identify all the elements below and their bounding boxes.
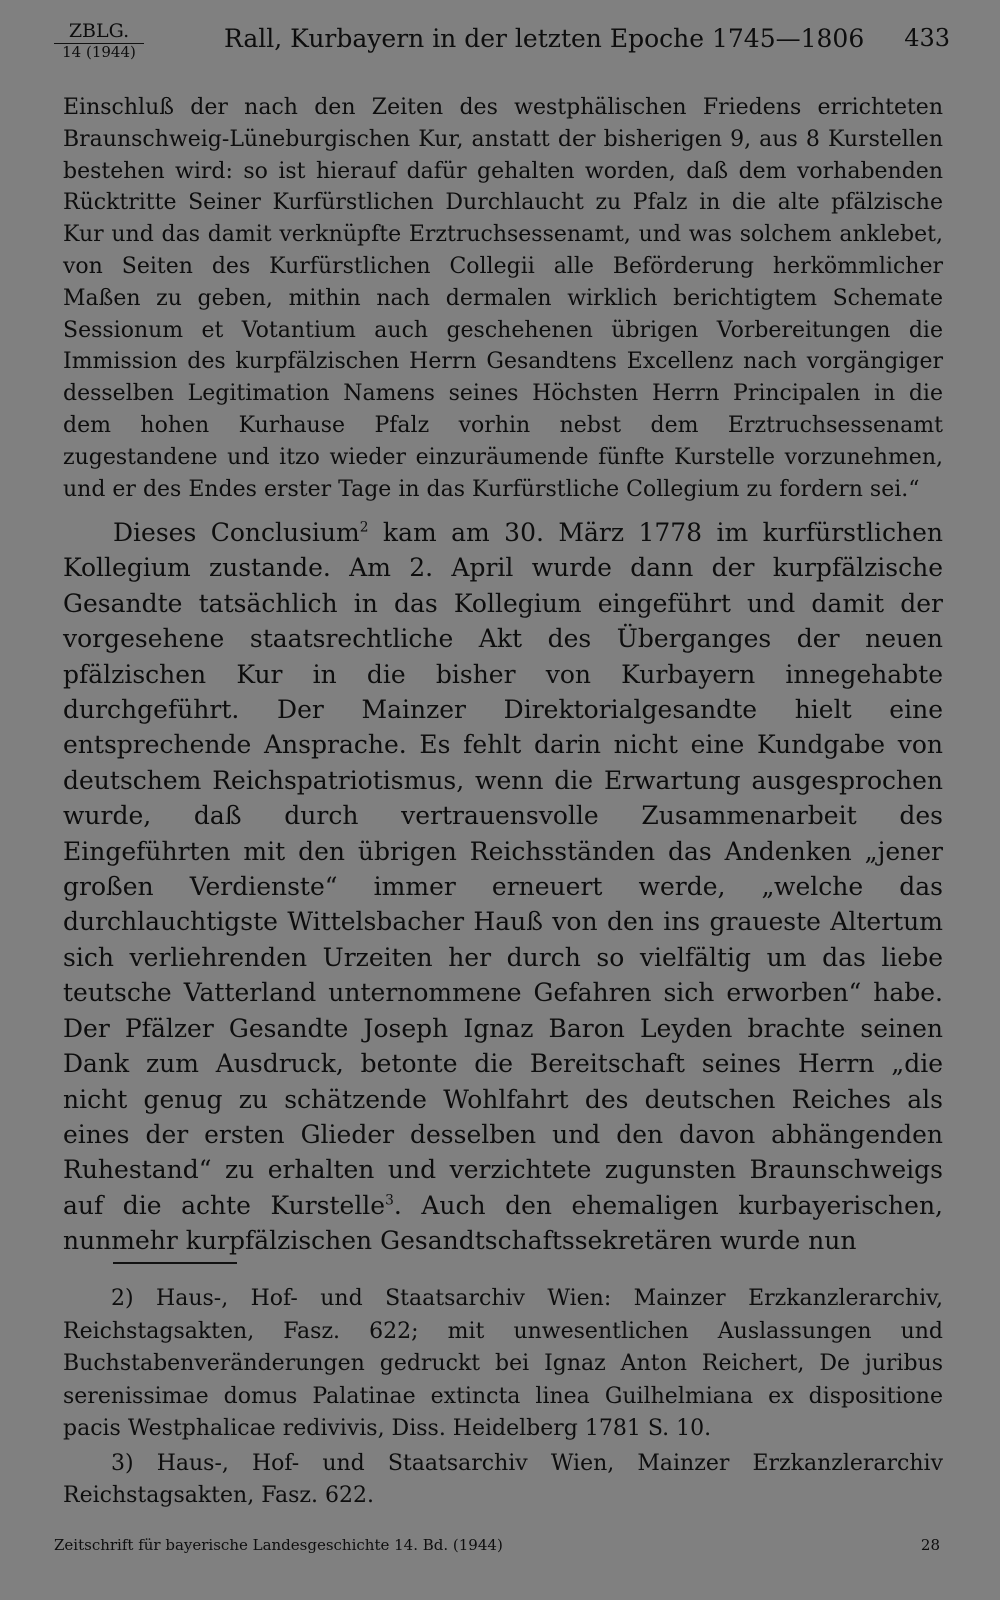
footnote-marker: 3) — [111, 1450, 134, 1476]
journal-volume: 14 (1944) — [62, 43, 136, 61]
journal-abbr-text: ZBLG. — [54, 22, 144, 44]
footnote-3 — [63, 1448, 943, 1513]
body-text-end: . Auch den ehemaligen kurbayerischen, nunmehr kurpfälzischen Gesandtschaftssekretären wurde nun — [63, 1190, 943, 1256]
footer-journal-line: Zeitschrift für bayerische Landesgeschichte 14. Bd. (1944) — [54, 1536, 503, 1554]
footnote-divider — [113, 1262, 237, 1264]
body-text-start: Dieses Conclusium — [113, 518, 360, 547]
footnote-text: Haus-, Hof- und Staatsarchiv Wien, Mainzer Erzkanzlerarchiv Reichstagsakten, Fasz. 622. — [63, 1450, 943, 1508]
body-text-middle: kam am 30. März 1778 im kurfürstlichen Kollegium zustande. Am 2. April wurde dann der kurpfälzische Gesandte tatsächlich in das Kollegium eingeführt und damit der vorgesehene staatsrechtliche Akt des Überganges der neuen pfälzischen Kur in die bisher von Kurbayern innegehabte durchgeführt. Der Mainzer Direktorialgesandte hielt eine entsprechende Ansprache. Es fehlt darin nicht eine Kundgabe von deutschem Reichspatriotismus, wenn die Erwartung ausgesprochen wurde, daß durch vertrauensvolle Zusammenarbeit des Eingeführten mit den übrigen Reichsständen das Andenken „jener großen Verdienste“ immer erneuert werde, „welche das durchlauchtigste Wittelsbacher Hauß von den ins graueste Altertum sich verliehrenden Urzeiten her durch so vielfältig um das liebe teutsche Vatterland unternommene Gefahren sich erworben“ habe. Der Pfälzer Gesandte Joseph Ignaz Baron Leyden brachte seinen Dank zum Ausdruck, betonte die Bereitschaft seines Herrn „die nicht genug zu schätzende Wohlfahrt des deutschen Reiches als eines der ersten Glieder desselben und den davon abhängenden Ruhestand“ zu erhalten und verzichtete zugunsten Braunschweigs auf die achte Kurstelle — [63, 518, 944, 1220]
quoted-conclusion-text: Einschluß der nach den Zeiten des westphälischen Friedens errichteten Braunschweig-Lüneburgischen Kur, anstatt der bisherigen 9, aus 8 Kurstellen bestehen wird: so ist hierauf dafür gehalten worden, daß dem vorhabenden Rücktritte Seiner Kurfürstlichen Durchlaucht zu Pfalz in die alte pfälzische Kur und das damit verknüpfte Erztruchsessenamt, und was solchem anklebet, von Seiten des Kurfürstlichen Collegii alle Beförderung herkömmlicher Maßen zu geben, mithin nach dermalen wirklich berichtigtem Schemate Sessionum et Votantium auch geschehenen übrigen Vorbereitungen die Immission des kurpfälzischen Herrn Gesandtens Excellenz nach vorgängiger desselben Legitimation Namens seines Höchsten Herrn Principalen in die dem hohen Kurhause Pfalz vorhin nebst dem Erztruchsessenamt zugestandene und itzo wieder einzuräumende fünfte Kurstelle vorzunehmen, und er des Endes erster Tage in das Kurfürstliche Collegium zu fordern sei.“ — [63, 95, 943, 502]
running-title: Rall, Kurbayern in der letzten Epoche 1745—1806 — [224, 24, 865, 53]
footnote-reference-2: 2 — [359, 519, 369, 536]
footer-signature-mark: 28 — [920, 1536, 940, 1554]
page-number: 433 — [904, 24, 950, 52]
footnote-2 — [63, 1283, 943, 1446]
body-paragraph — [63, 515, 943, 1259]
journal-abbreviation — [54, 22, 144, 60]
footnote-reference-3: 3 — [385, 1192, 394, 1209]
footnotes — [63, 1283, 943, 1515]
footnote-text: Haus-, Hof- und Staatsarchiv Wien: Mainzer Erzkanzlerarchiv, Reichstagsakten, Fasz. 622; mit unwesentlichen Auslassungen und Buchstabenveränderungen gedruckt bei Ignaz Anton Reichert, De juribus serenissimae domus Palatinae extincta linea Guilhelmiana ex dispositione pacis Westphalicae redivivis, Diss. Heidelberg 1781 S. 10. — [63, 1286, 943, 1441]
main-body-text — [63, 515, 943, 1259]
page-header — [54, 20, 950, 61]
footnote-marker: 2) — [111, 1286, 134, 1311]
